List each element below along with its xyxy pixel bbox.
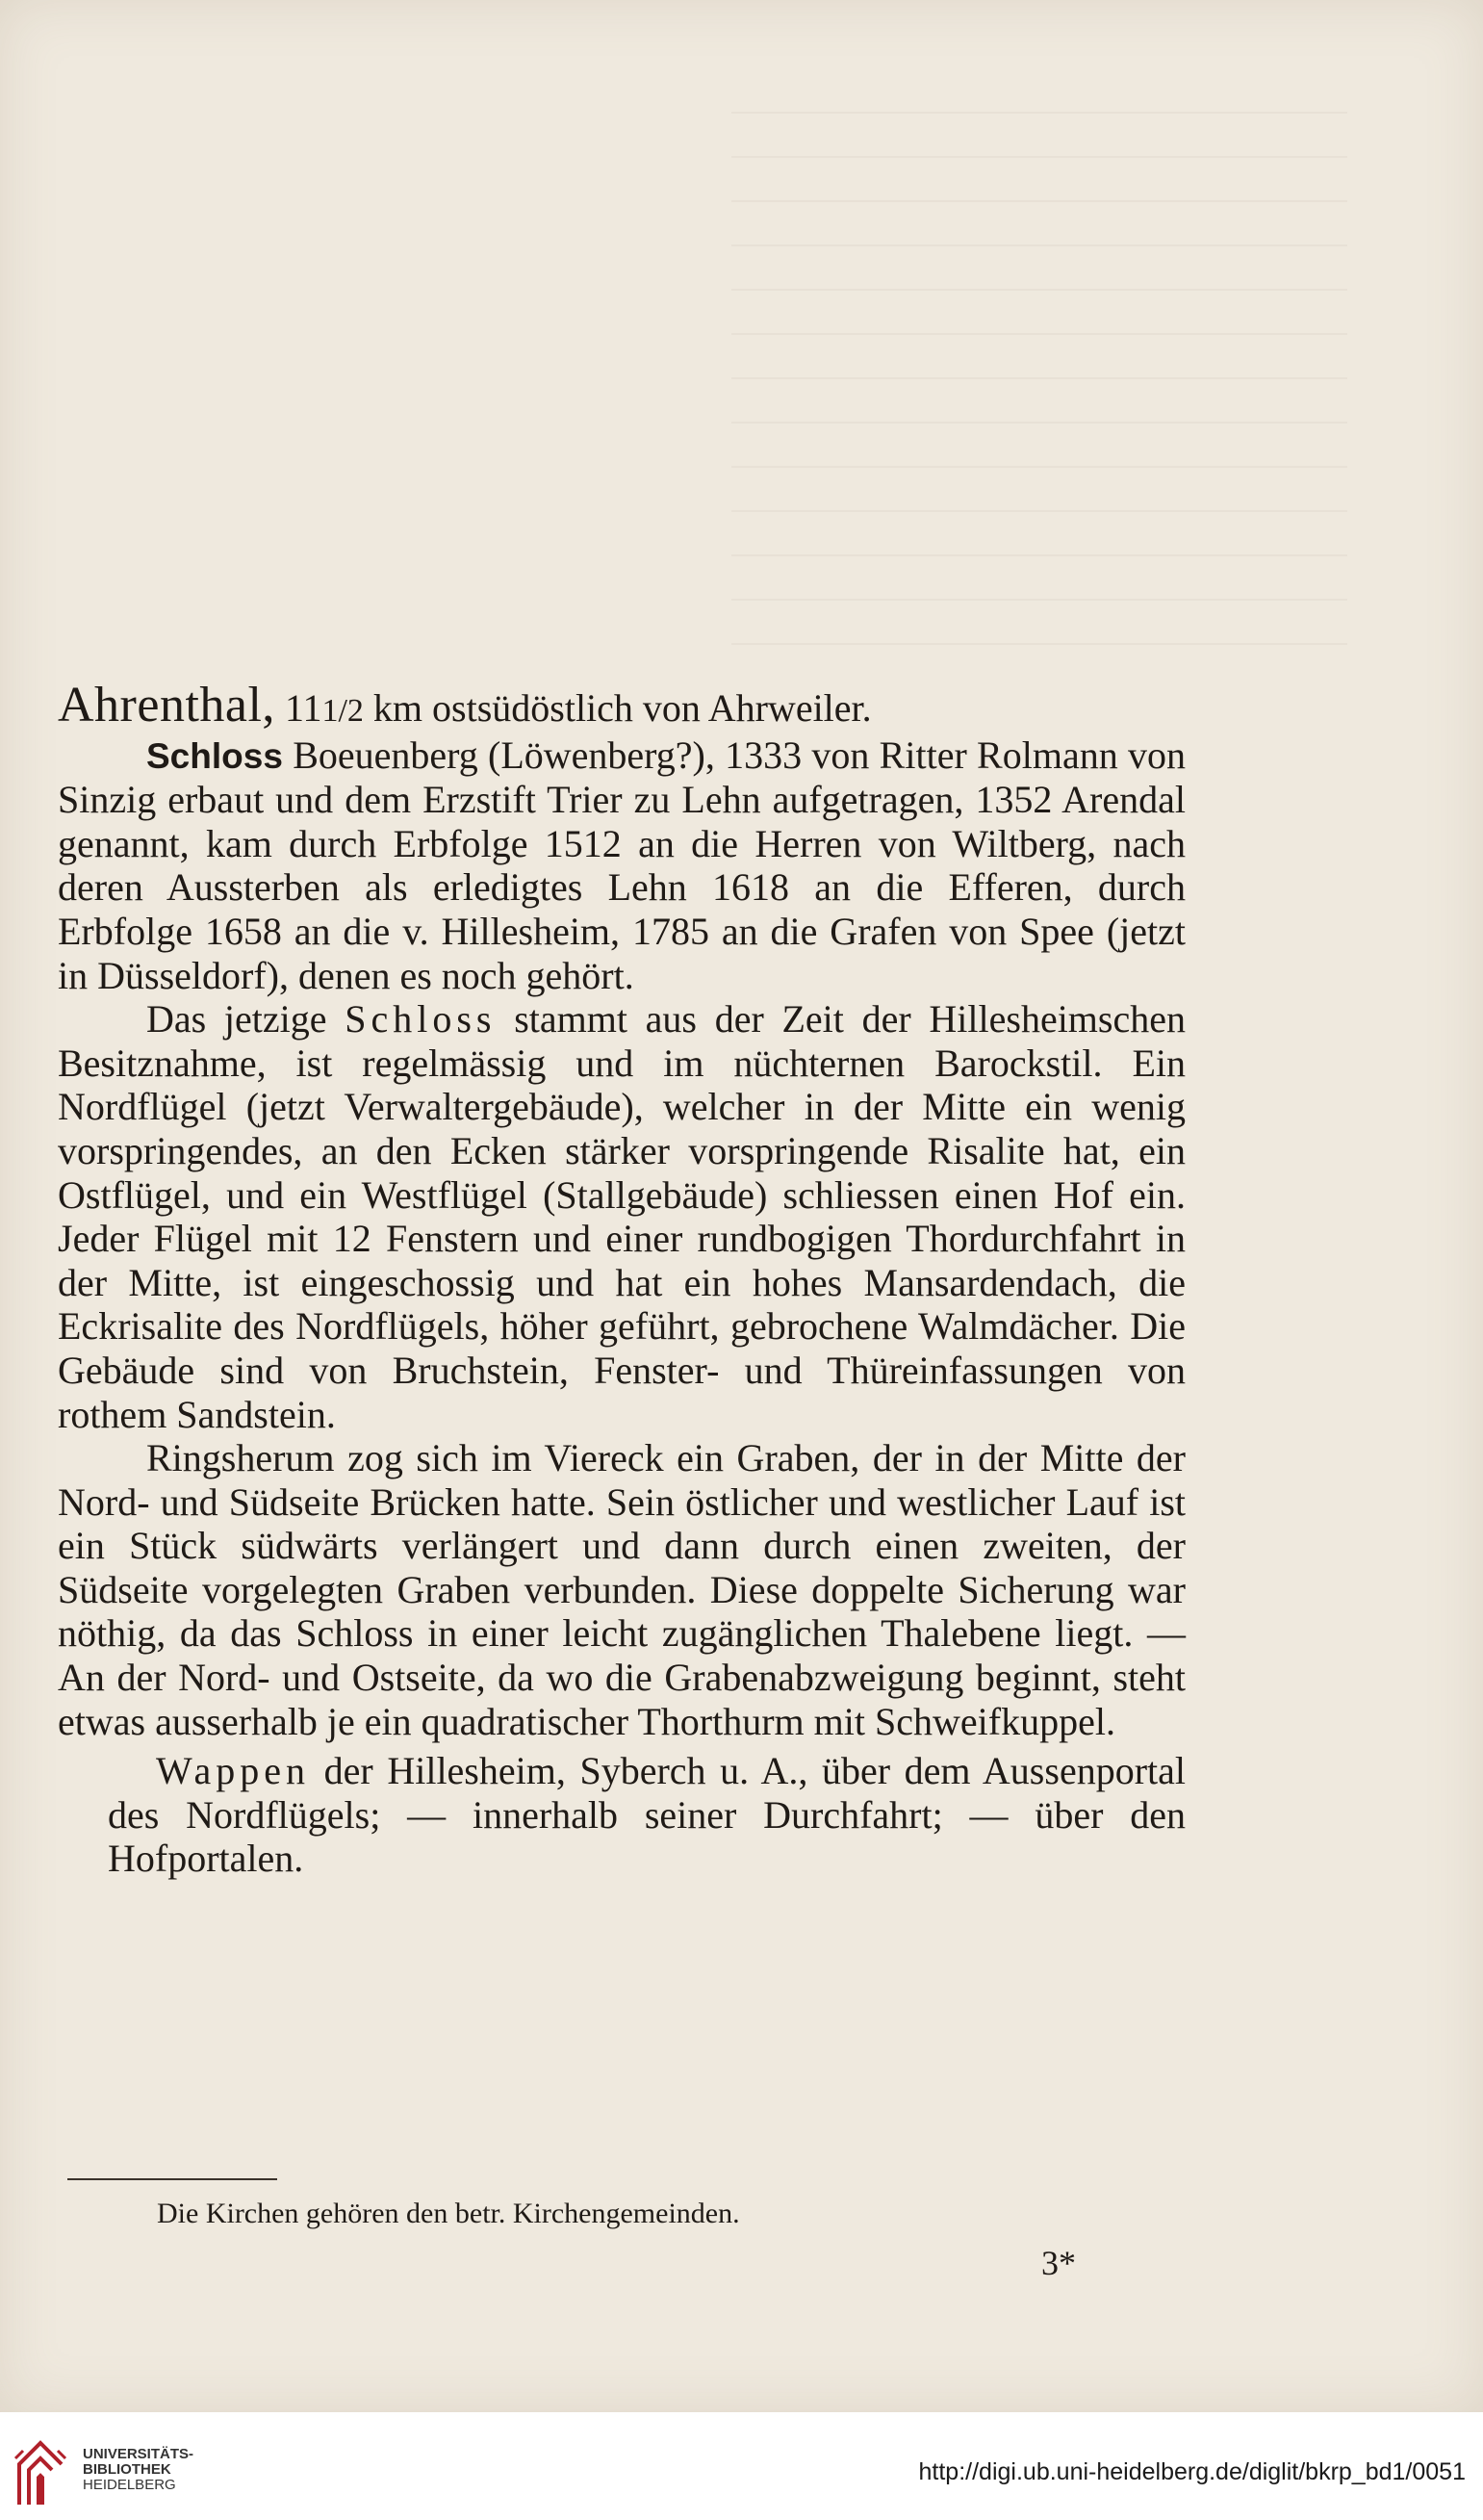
paragraph-body: Boeuenberg (Löwenberg?), 1333 von Ritter Rolmann von Sinzig erbaut und dem Erzstift Trier zu Lehn aufgetragen, 1352 Arendal genannt, kam durch Erbfolge 1512 an die Herren von Wiltberg, nach deren Aussterben als erledigtes Lehn 1618 an die Efferen, durch Erbfolge 1658 an die v. Hillesheim, 1785 an die Grafen von Spee (jetzt in Düsseldorf), denen es noch gehört.	[58, 733, 1186, 997]
distance-number: 11	[284, 686, 322, 730]
footnote: Die Kirchen gehören den betr. Kirchengemeinden.	[157, 2198, 740, 2229]
paragraph-body: Ringsherum zog sich im Viereck ein Graben, der in der Mitte der Nord- und Südseite Brücken hatte. Sein östlicher und westlicher Lauf ist ein Stück südwärts verlängert und dann durch einen zweiten, der Südseite vorgelegten Graben verbunden. Diese doppelte Sicherung war nöthig, da das Schloss in einer leicht zugänglichen Thalebene liegt. — An der Nord- und Ostseite, da wo die Grabenabzweigung beginnt, steht etwas ausserhalb je ein quadratischer Thorthurm mit Schweifkuppel.	[58, 1436, 1186, 1743]
paragraph-lead-word: Schloss	[146, 735, 283, 776]
library-name	[83, 2447, 193, 2493]
place-name: Ahrenthal,	[58, 678, 275, 733]
library-name-line1: UNIVERSITÄTS-	[83, 2446, 194, 2462]
paragraph-moat	[58, 1436, 1186, 1743]
library-logo-icon	[13, 2433, 67, 2508]
library-name-line2: BIBLIOTHEK	[83, 2461, 171, 2478]
bleed-through-texture	[731, 106, 1347, 645]
distance-fraction: 1/2	[321, 693, 364, 729]
paragraph-body: stammt aus der Zeit der Hillesheimschen Besitznahme, ist regelmässig und im nüchternen Barockstil. Ein Nordflügel (jetzt Verwaltergebäude), welcher in der Mitte ein wenig vorspringendes, an den Ecken stärker vorspringende Risalite hat, ein Ostflügel, und ein Westflügel (Stallgebäude) schliessen einen Hof ein. Jeder Flügel mit 12 Fenstern und einer rundbogigen Thordurchfahrt in der Mitte, ist eingeschossig und hat ein hohes Mansardendach, die Eckrisalite des Nordflügels, höher geführt, gebrochene Walmdächer. Die Gebäude sind von Bruchstein, Fenster- und Thüreinfassungen von rothem Sandstein.	[58, 997, 1186, 1436]
paragraph-coats-of-arms	[108, 1749, 1186, 1881]
entry-heading	[58, 678, 1186, 733]
spaced-keyword: Schloss	[345, 997, 497, 1041]
paragraph-schloss-history	[58, 733, 1186, 998]
spaced-keyword: Wappen	[156, 1749, 311, 1793]
digitization-footer	[0, 2412, 1483, 2520]
signature-mark: 3*	[1041, 2244, 1076, 2282]
permalink-url[interactable]: http://digi.ub.uni-heidelberg.de/diglit/bkrp_bd1/0051	[918, 2458, 1466, 2485]
paragraph-body: der Hillesheim, Syberch u. A., über dem Aussenportal des Nordflügels; — innerhalb seiner Durchfahrt; — über den Hofportalen.	[108, 1749, 1186, 1881]
entry-text	[58, 678, 1186, 1881]
distance-description: km ostsüdöstlich von Ahrweiler.	[363, 686, 872, 730]
library-name-line3: HEIDELBERG	[83, 2477, 176, 2493]
footnote-rule	[67, 2178, 277, 2180]
paragraph-start: Das jetzige	[146, 997, 345, 1041]
paragraph-schloss-architecture	[58, 997, 1186, 1436]
